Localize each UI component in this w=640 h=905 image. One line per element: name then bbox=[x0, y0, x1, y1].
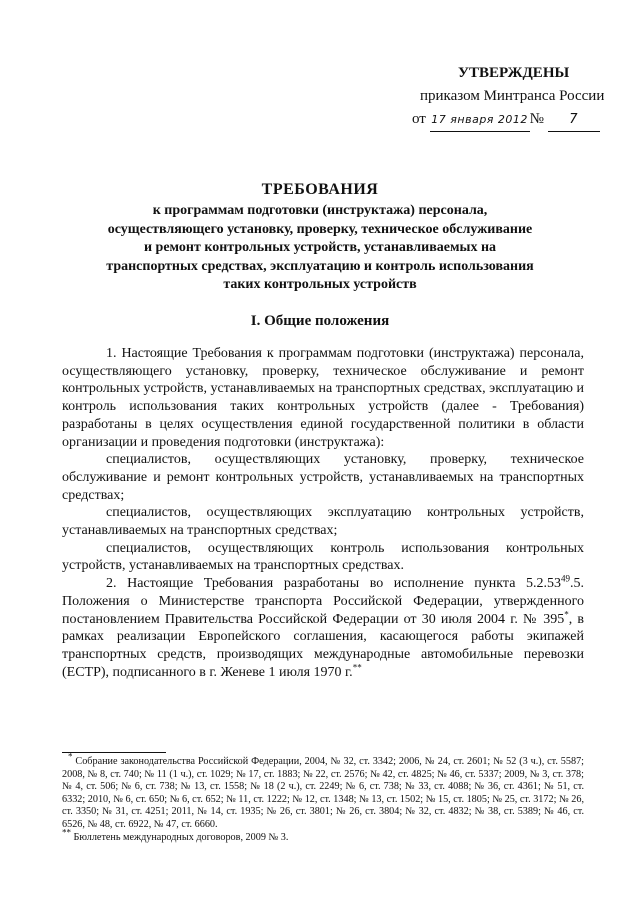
paragraph-2-superscript-49: 49 bbox=[561, 573, 570, 584]
approval-date-handwritten: 17 января 2012 bbox=[430, 108, 530, 132]
footnote-2-mark: ** bbox=[62, 827, 71, 838]
approval-heading: УТВЕРЖДЕНЫ bbox=[458, 65, 570, 81]
footnote-1 bbox=[62, 751, 585, 832]
paragraph-2-text-a: 2. Настоящие Требования разработаны во исполнение пункта 5.2.53 bbox=[106, 576, 561, 592]
footnote-2-text: Бюллетень международных договоров, 2009 № 3. bbox=[73, 831, 289, 843]
footnote-ref-1: * bbox=[564, 608, 569, 619]
paragraph-2-text-c: , в рамках реализации Европейского соглашения, касающегося работы экипажей транспортных средств, производящих международные автомобильные перевозки (ЕСТР), подписанного в г. Женеве 1 июля 1970 г. bbox=[62, 611, 584, 680]
title-heading: ТРЕБОВАНИЯ bbox=[261, 181, 379, 198]
title-line: транспортных средствах, эксплуатацию и контроль использования bbox=[106, 258, 534, 274]
approval-number-handwritten: 7 bbox=[548, 108, 600, 132]
approval-block bbox=[412, 62, 622, 132]
title-line: и ремонт контрольных устройств, устанавливаемых на bbox=[143, 240, 497, 255]
title-line: к программам подготовки (инструктажа) персонала, bbox=[152, 203, 488, 218]
title-line: осуществляющего установку, проверку, техническое обслуживание bbox=[107, 221, 533, 237]
approval-order-line: приказом Минтранса России bbox=[420, 88, 605, 104]
paragraph-1c: специалистов, осуществляющих контроль использования контрольных устройств, устанавливаемых на транспортных средствах. bbox=[62, 540, 584, 574]
footnote-1-mark: * bbox=[68, 751, 73, 762]
paragraph-1: 1. Настоящие Требования к программам подготовки (инструктажа) персонала, осуществляющего установку, проверку, техническое обслуживание и ремонт контрольных устройств, устанавливаемых на транспортных средствах, эксплуатацию и контроль использования таких контрольных устройств (далее - Требования) разработаны в целях осуществления единой государственной политики в области организации и проведения подготовки (инструктажа): bbox=[62, 346, 584, 450]
paragraph-2-text-b: .5. Положения о Министерстве транспорта Российской Федерации, утвержденного постановлением Правительства Российской Федерации от 30 июля 2004 г. № 395 bbox=[62, 576, 584, 627]
paragraph-1a: специалистов, осуществляющих установку, проверку, техническое обслуживание и ремонт контрольных устройств, устанавливаемых на транспортных средствах; bbox=[62, 452, 584, 503]
footnote-2 bbox=[62, 827, 584, 845]
footnote-1-text: Собрание законодательства Российской Федерации, 2004, № 32, ст. 3342; 2006, № 24, ст. 2601; № 52 (3 ч.), ст. 5587; 2008, № 8, ст. 740; № 11 (1 ч.), ст. 1029; № 17, ст. 1883; № 22, ст. 2576; № 42, ст. 4825; № 46, ст. 5337; 2009, № 3, ст. 378; № 4, ст. 506; № 6, ст. 738; № 13, ст. 1558; № 18 (2 ч.), ст. 2249; № 6, ст. 738; № 33, ст. 4088; № 36, ст. 4361; № 51, ст. 6332; 2010, № 6, ст. 650; № 6, ст. 652; № 11, ст. 1222; № 12, ст. 1348; № 13, ст. 1502; № 15, ст. 1805; № 25, ст. 3172; № 26, ст. 3350; № 31, ст. 4251; 2011, № 14, ст. 1935; № 26, ст. 3801; № 26, ст. 3804; № 32, ст. 4832; № 38, ст. 5389; № 46, ст. 6526, № 48, ст. 6922, № 47, ст. 6660. bbox=[62, 756, 585, 830]
title-line: таких контрольных устройств bbox=[223, 277, 417, 292]
footnote-divider bbox=[62, 752, 166, 753]
approval-number-sign: № bbox=[529, 111, 544, 127]
section-heading: I. Общие положения bbox=[250, 313, 390, 329]
document-title bbox=[60, 178, 580, 295]
paragraph-1b: специалистов, осуществляющих эксплуатацию контрольных устройств, устанавливаемых на транспортных средствах; bbox=[62, 505, 584, 539]
document-body bbox=[62, 345, 584, 681]
footnotes bbox=[62, 751, 585, 844]
footnote-ref-2: ** bbox=[352, 662, 362, 672]
approval-date-line bbox=[412, 108, 622, 132]
paragraph-2 bbox=[62, 575, 584, 681]
approval-from-label: от bbox=[412, 111, 426, 127]
